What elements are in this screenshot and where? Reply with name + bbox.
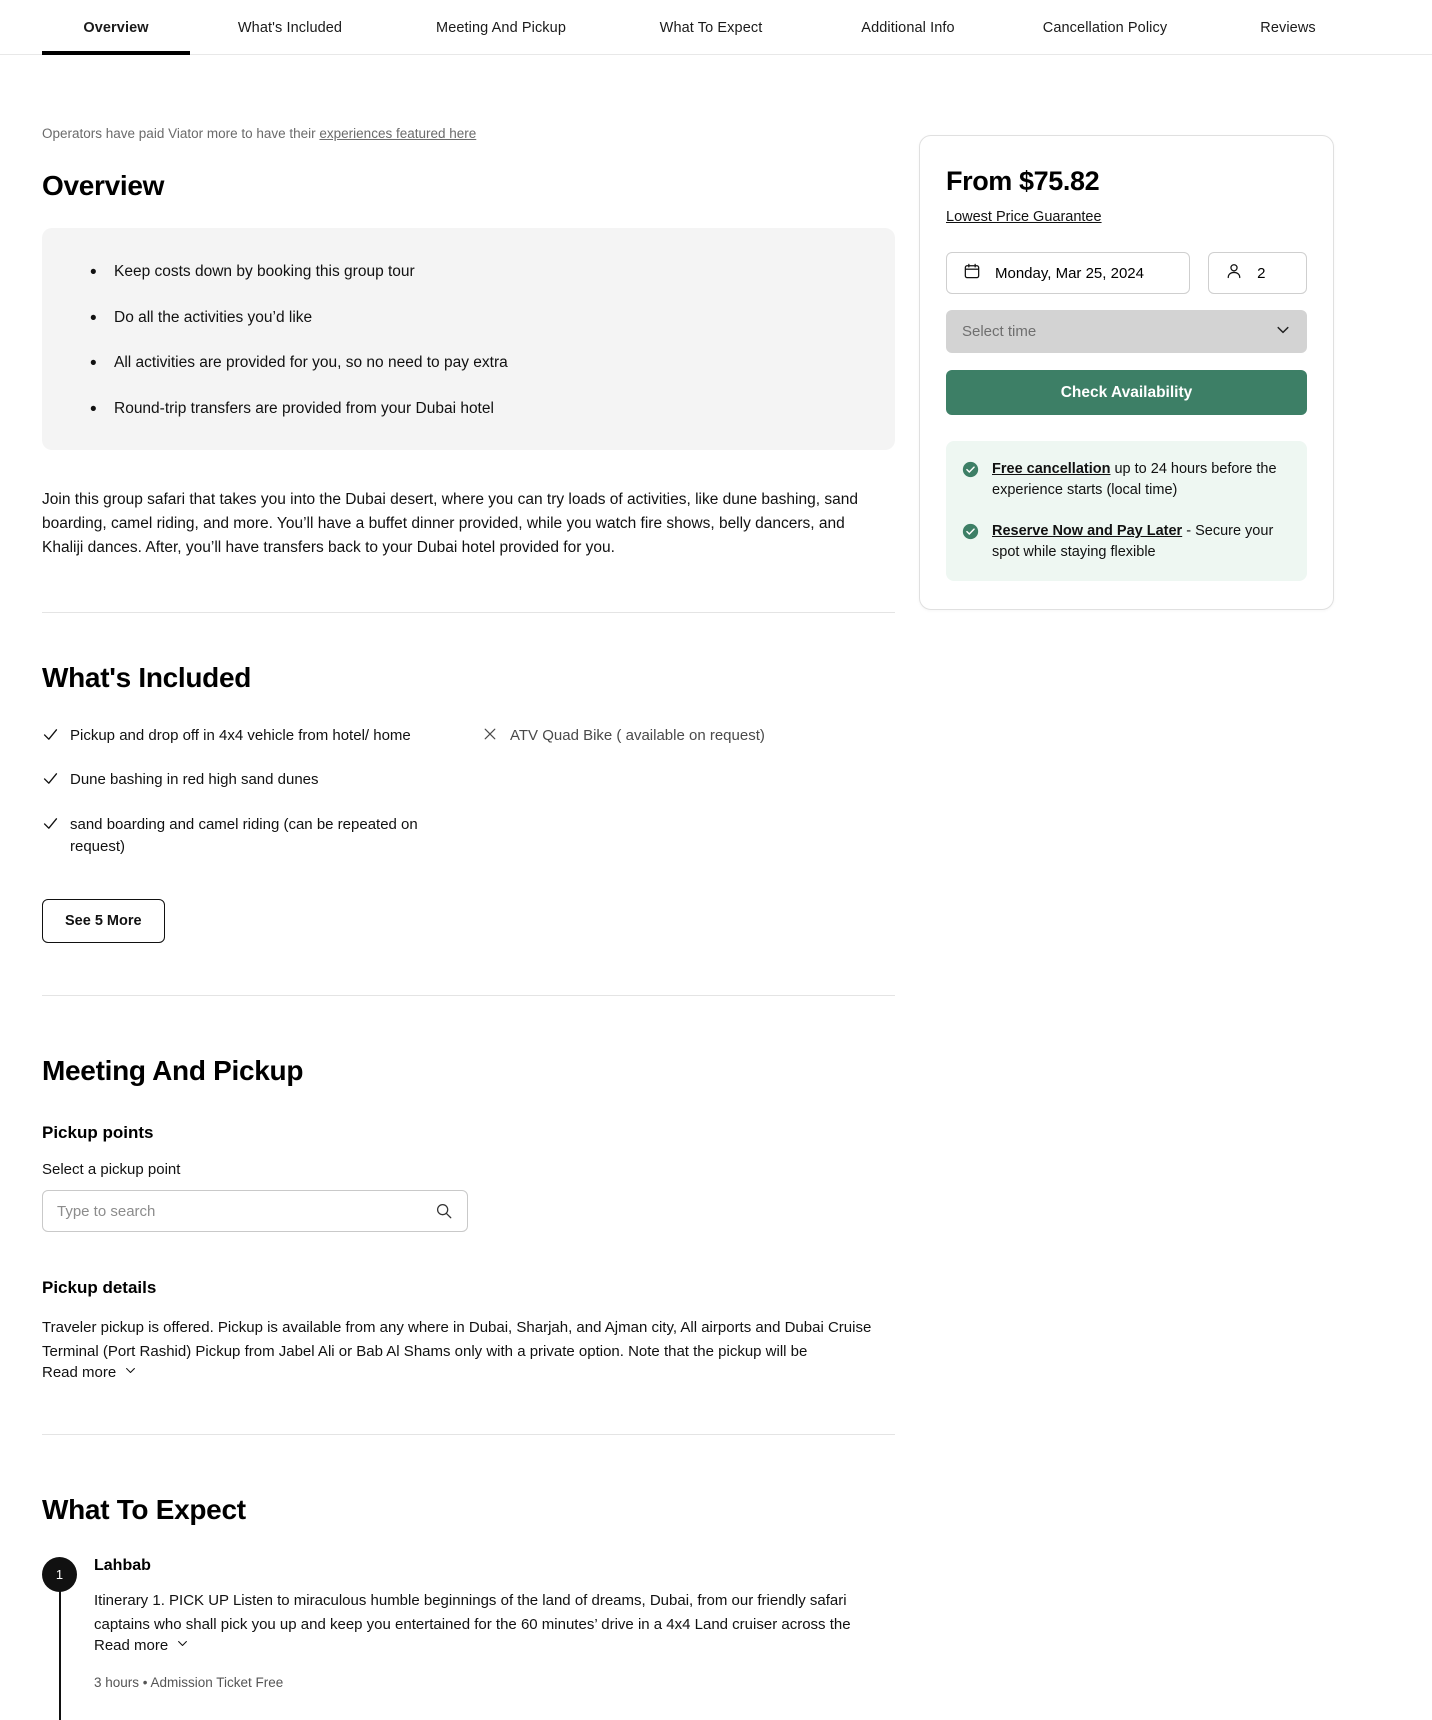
section-what-to-expect xyxy=(42,1493,895,1690)
included-column xyxy=(42,725,482,881)
step-read-more[interactable] xyxy=(94,1637,189,1654)
list-item: • Keep costs down by booking this group tour xyxy=(68,261,869,283)
booking-card xyxy=(919,135,1334,610)
check-icon xyxy=(42,814,70,832)
meeting-and-pickup-heading: Meeting And Pickup xyxy=(42,1054,304,1086)
list-item: • Do all the activities you’d like xyxy=(68,307,869,329)
divider xyxy=(42,1434,895,1435)
overview-heading: Overview xyxy=(42,169,165,201)
overview-highlights-box xyxy=(42,228,895,450)
included-item-label: Pickup and drop off in 4x4 vehicle from hotel/ home xyxy=(70,726,411,744)
main-content-column xyxy=(42,125,895,1690)
check-circle-icon xyxy=(962,459,980,501)
step-title: Lahbab xyxy=(94,1556,151,1574)
read-more-label: Read more xyxy=(42,1364,117,1382)
tab-additional-info[interactable] xyxy=(810,0,1006,55)
divider xyxy=(42,612,895,613)
perk-text xyxy=(992,521,1287,563)
pickup-search-box[interactable] xyxy=(42,1190,468,1232)
included-item-label: Dune bashing in red high sand dunes xyxy=(70,771,319,789)
section-whats-included xyxy=(42,661,895,943)
list-item xyxy=(482,725,882,748)
booking-rail xyxy=(919,135,1334,610)
sponsored-note-text: Operators have paid Viator more to have their xyxy=(42,126,320,141)
chevron-down-icon xyxy=(124,1364,137,1381)
tab-overview[interactable] xyxy=(42,0,190,55)
sponsored-note-link[interactable]: experiences featured here xyxy=(319,126,477,141)
list-item xyxy=(42,725,482,748)
overview-description: Join this group safari that takes you into the Dubai desert, where you can try loads of activities, like dune bashing, sand boarding, camel riding, and more. You’ll have a buffet dinner provided, while you watch fire shows, belly dancers, and Khaliji dances. After, you’ll have transfers back to your Dubai hotel provided for you. xyxy=(42,491,858,557)
lowest-price-guarantee-link[interactable]: Lowest Price Guarantee xyxy=(946,209,1102,225)
list-item: • All activities are provided for you, so no need to pay extra xyxy=(68,352,869,374)
price-from: From $75.82 xyxy=(946,166,1100,196)
tab-whats-included[interactable] xyxy=(190,0,390,55)
calendar-icon xyxy=(963,262,981,284)
tab-label: Overview xyxy=(83,19,149,36)
step-description: Itinerary 1. PICK UP Listen to miraculous humble beginnings of the land of dreams, Dubai, from our friendly safari captains who shall pick you up and keep you entertained for the 60 minutes’ drive in a 4x4 Land cruiser across the xyxy=(94,1591,851,1633)
booking-pickers xyxy=(946,252,1307,294)
highlights-list xyxy=(68,261,869,420)
close-icon xyxy=(482,725,510,742)
tab-label: Additional Info xyxy=(861,19,955,36)
pickup-details-text: Traveler pickup is offered. Pickup is available from any where in Dubai, Sharjah, and Ajman city, All airports and Dubai Cruise Terminal (Port Rashid) Pickup from Jabel Ali or Bab Al Shams only with a private option. Note that the pickup will be xyxy=(42,1319,872,1361)
tab-reviews[interactable] xyxy=(1204,0,1372,55)
whats-included-heading: What's Included xyxy=(42,662,252,694)
step-meta: 3 hours • Admission Ticket Free xyxy=(94,1674,284,1690)
excluded-item-label: ATV Quad Bike ( available on request) xyxy=(510,726,765,744)
check-icon xyxy=(42,725,70,743)
time-select[interactable] xyxy=(946,310,1307,353)
search-icon[interactable] xyxy=(435,1202,453,1220)
select-pickup-point-label: Select a pickup point xyxy=(42,1161,181,1179)
tab-what-to-expect[interactable] xyxy=(612,0,810,55)
chevron-down-icon xyxy=(176,1637,189,1654)
booking-perks xyxy=(946,441,1307,581)
pickup-details-read-more[interactable] xyxy=(42,1364,137,1381)
pickup-points-heading: Pickup points xyxy=(42,1123,154,1143)
section-meeting-and-pickup xyxy=(42,1054,895,1383)
date-picker[interactable] xyxy=(946,252,1190,294)
list-item xyxy=(42,814,482,859)
perk-reserve-now-pay-later xyxy=(962,521,1287,563)
what-to-expect-heading: What To Expect xyxy=(42,1494,246,1526)
list-item: • Round-trip transfers are provided from your Dubai hotel xyxy=(68,398,869,420)
travelers-value: 2 xyxy=(1257,264,1266,282)
search-input[interactable] xyxy=(43,1191,467,1231)
perk-rest: - Secure your spot while staying flexible xyxy=(992,523,1274,561)
section-tab-bar xyxy=(0,0,1432,55)
check-icon xyxy=(42,769,70,787)
perk-free-cancellation xyxy=(962,459,1287,501)
tab-label: Meeting And Pickup xyxy=(436,19,566,36)
tab-list xyxy=(0,0,1432,55)
step-number-badge: 1 xyxy=(42,1557,77,1592)
sponsored-note xyxy=(42,125,895,143)
check-circle-icon xyxy=(962,521,980,563)
tab-label: What To Expect xyxy=(659,19,763,36)
included-item-label: sand boarding and camel riding (can be repeated on request) xyxy=(70,815,418,856)
tab-label: Reviews xyxy=(1260,19,1316,36)
included-grid xyxy=(42,725,895,881)
pickup-details-heading: Pickup details xyxy=(42,1278,157,1298)
person-icon xyxy=(1225,262,1243,284)
page-body xyxy=(0,55,1432,1690)
perk-rest: up to 24 hours before the experience starts (local time) xyxy=(992,461,1277,499)
perk-title[interactable]: Reserve Now and Pay Later xyxy=(992,523,1183,540)
tab-label: Cancellation Policy xyxy=(1042,19,1168,36)
see-more-button[interactable]: See 5 More xyxy=(42,899,165,943)
read-more-label: Read more xyxy=(94,1636,169,1654)
tab-meeting-and-pickup[interactable] xyxy=(390,0,612,55)
tab-label: What's Included xyxy=(237,19,343,36)
perk-text xyxy=(992,459,1287,501)
date-value: Monday, Mar 25, 2024 xyxy=(995,264,1144,282)
itinerary-step xyxy=(42,1557,895,1690)
chevron-down-icon xyxy=(1275,322,1291,342)
check-availability-button[interactable]: Check Availability xyxy=(946,370,1307,415)
time-select-placeholder: Select time xyxy=(962,323,1037,340)
divider xyxy=(42,995,895,996)
excluded-column xyxy=(482,725,882,881)
list-item xyxy=(42,769,482,792)
perk-title[interactable]: Free cancellation xyxy=(992,461,1111,477)
tab-cancellation-policy[interactable] xyxy=(1006,0,1204,55)
travelers-picker[interactable] xyxy=(1208,252,1307,294)
